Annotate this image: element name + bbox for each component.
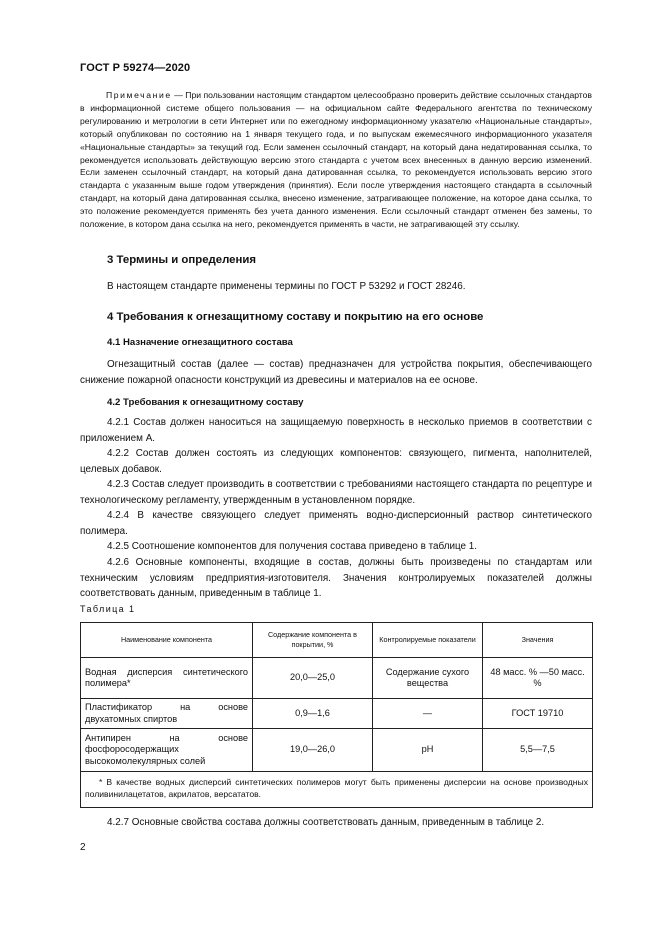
section-3-text: В настоящем стандарте применены термины по ГОСТ Р 53292 и ГОСТ 28246. [107, 281, 466, 292]
table-row [81, 729, 593, 772]
table-header-cell: Значения [483, 623, 593, 658]
subsection-4-1-heading: 4.1 Назначение огнезащитного состава [107, 337, 293, 348]
table-header-cell: Наименование компонента [81, 623, 253, 658]
table-footnote: * В качестве водных дисперсий синтетических полимеров могут быть применены дисперсии на основе производных поливинилацетатов, акрилатов, версататов. [81, 772, 593, 808]
section-3-heading: 3 Термины и определения [107, 254, 257, 266]
table-header-cell: Контролируемые показатели [373, 623, 483, 658]
clause-4-2-4: 4.2.4 В качестве связующего следует применять водно-дисперсионный раствор синтетического полимера. [80, 510, 592, 537]
table-cell: Пластификатор на основе двухатомных спиртов [81, 699, 253, 729]
subsection-4-2-heading: 4.2 Требования к огнезащитному составу [107, 397, 304, 408]
clause-4-2-7: 4.2.7 Основные свойства состава должны соответствовать данным, приведенным в таблице 2. [107, 817, 545, 828]
table-cell: 19,0—26,0 [253, 729, 373, 772]
table-cell: pH [373, 729, 483, 772]
clause-4-2-1: 4.2.1 Состав должен наноситься на защищаемую поверхность в несколько приемов в соответствии с приложением А. [80, 417, 592, 444]
clause-4-2-5: 4.2.5 Соотношение компонентов для получения состава приведено в таблице 1. [107, 541, 478, 552]
table-row [81, 658, 593, 699]
section-4-heading: 4 Требования к огнезащитному составу и покрытию на его основе [107, 311, 484, 323]
clause-4-2-2: 4.2.2 Состав должен состоять из следующих компонентов: связующего, пигмента, наполнителей, целевых добавок. [80, 448, 592, 475]
note-text: — При пользовании настоящим стандартом целесообразно проверить действие ссылочных стандартов в информационной системе общего пользования — на официальном сайте Федерального агентства по техническому регулированию и метрологии в сети Интернет или по ежегодному информационному указателю «Национальные стандарты», который опубликован по состоянию на 1 января текущего года, и по выпускам ежемесячного информационного указателя «Национальные стандарты» за текущий год. Если заменен ссылочный стандарт, на который дана недатированная ссылка, то рекомендуется использовать действующую версию этого стандарта с учетом всех внесенных в данную версию изменений. Если заменен ссылочный стандарт, на который дана датированная ссылка, то рекомендуется использовать версию этого стандарта с указанным выше годом утверждения (принятия). Если после утверждения настоящего стандарта в ссылочный стандарт, на который дана датированная ссылка, внесено изменение, затрагивающее положение, на которое дана ссылка, то это положение рекомендуется применять без учета данного изменения. Если ссылочный стандарт отменен без замены, то положение, в котором дана ссылка на него, рекомендуется применять в части, не затрагивающей эту ссылку. [80, 90, 592, 230]
table-cell: 0,9—1,6 [253, 699, 373, 729]
note-label: Примечание [106, 90, 172, 100]
table-1 [80, 622, 593, 808]
table-cell: 48 масс. % —50 масс. % [483, 658, 593, 699]
table-cell: Антипирен на основе фосфоросодержащих высокомолекулярных солей [81, 729, 253, 772]
table-cell: Водная дисперсия синтетического полимера* [81, 658, 253, 699]
reference-note [80, 89, 592, 231]
table-cell: 20,0—25,0 [253, 658, 373, 699]
table-row [81, 699, 593, 729]
clause-4-2-6: 4.2.6 Основные компоненты, входящие в состав, должны быть произведены по стандартам или техническим условиям предприятия-изготовителя. Значения контролируемых показателей должны соответствовать данным, приведенным в таблице 1. [80, 557, 592, 600]
table-1-caption: Таблица 1 [80, 604, 136, 614]
document-code-header: ГОСТ Р 59274—2020 [80, 62, 191, 74]
table-cell: Содержание сухого вещества [373, 658, 483, 699]
table-header-row [81, 623, 593, 658]
table-cell: 5,5—7,5 [483, 729, 593, 772]
table-footnote-row [81, 772, 593, 808]
table-header-cell: Содержание компонента в покрытии, % [253, 623, 373, 658]
table-cell: — [373, 699, 483, 729]
subsection-4-1-text: Огнезащитный состав (далее — состав) предназначен для устройства покрытия, обеспечивающего снижение пожарной опасности конструкций из древесины и материалов на ее основе. [80, 359, 592, 386]
page-number: 2 [80, 842, 86, 853]
clause-4-2-3: 4.2.3 Состав следует производить в соответствии с требованиями настоящего стандарта по рецептуре и технологическому регламенту, утвержденным в установленном порядке. [80, 479, 592, 506]
table-cell: ГОСТ 19710 [483, 699, 593, 729]
